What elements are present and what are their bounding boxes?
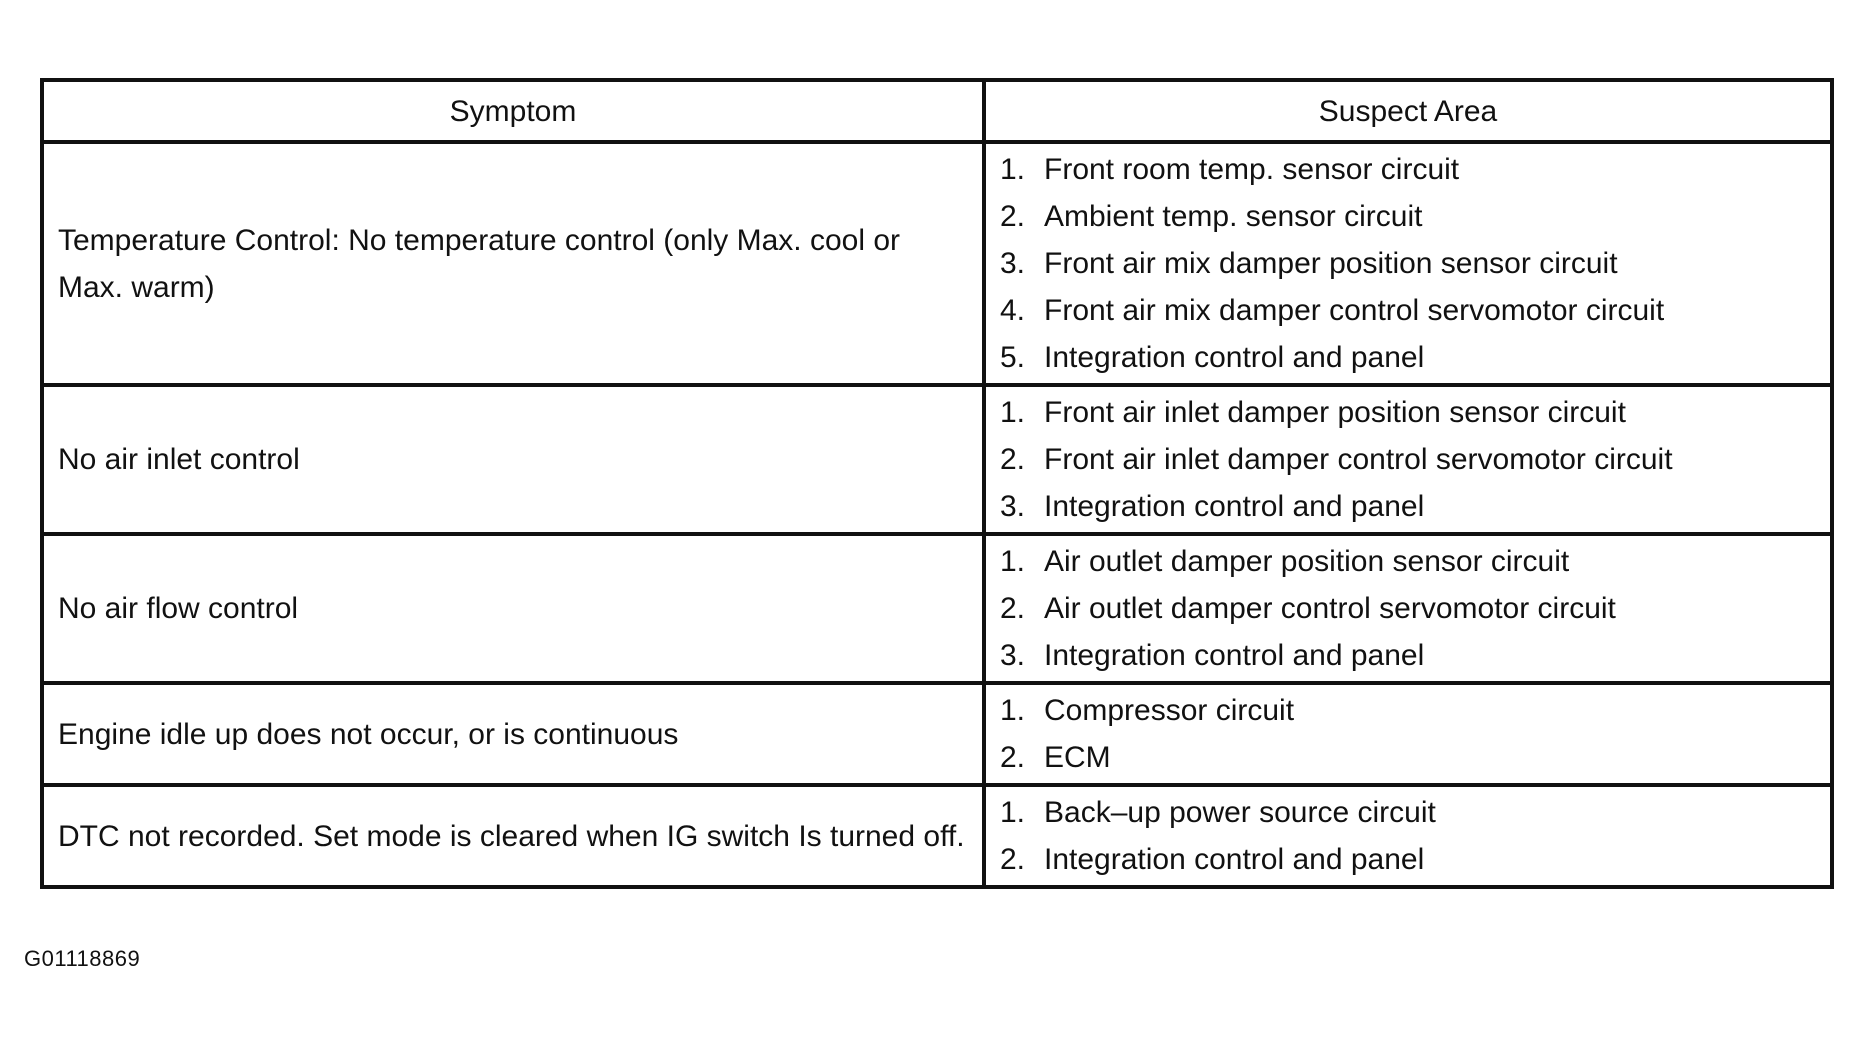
list-item bbox=[1000, 334, 1816, 381]
symptom-cell: Engine idle up does not occur, or is continuous bbox=[42, 683, 984, 785]
item-text: Front air mix damper position sensor circuit bbox=[1044, 247, 1618, 280]
suspect-list bbox=[1000, 389, 1816, 530]
item-text: Ambient temp. sensor circuit bbox=[1044, 200, 1423, 233]
item-number: 5. bbox=[1000, 341, 1026, 374]
suspect-area-cell bbox=[984, 534, 1832, 683]
item-number: 1. bbox=[1000, 545, 1026, 578]
item-number: 2. bbox=[1000, 592, 1026, 625]
list-item bbox=[1000, 436, 1816, 483]
list-item bbox=[1000, 585, 1816, 632]
symptom-cell: No air flow control bbox=[42, 534, 984, 683]
item-text: Integration control and panel bbox=[1044, 639, 1425, 672]
item-number: 1. bbox=[1000, 153, 1026, 186]
header-symptom: Symptom bbox=[42, 80, 984, 142]
symptom-cell: DTC not recorded. Set mode is cleared when IG switch Is turned off. bbox=[42, 785, 984, 887]
item-number: 1. bbox=[1000, 796, 1026, 829]
item-number: 3. bbox=[1000, 639, 1026, 672]
table-header-row bbox=[42, 80, 1832, 142]
item-number: 1. bbox=[1000, 396, 1026, 429]
symptom-cell: Temperature Control: No temperature control (only Max. cool or Max. warm) bbox=[42, 142, 984, 385]
suspect-list bbox=[1000, 538, 1816, 679]
item-number: 4. bbox=[1000, 294, 1026, 327]
item-number: 1. bbox=[1000, 694, 1026, 727]
item-text: Front air inlet damper control servomotor circuit bbox=[1044, 443, 1673, 476]
item-number: 2. bbox=[1000, 741, 1026, 774]
suspect-area-cell bbox=[984, 683, 1832, 785]
table-row bbox=[42, 385, 1832, 534]
list-item bbox=[1000, 240, 1816, 287]
table-row bbox=[42, 785, 1832, 887]
list-item bbox=[1000, 146, 1816, 193]
list-item bbox=[1000, 389, 1816, 436]
list-item bbox=[1000, 836, 1816, 883]
item-text: Front air inlet damper position sensor circuit bbox=[1044, 396, 1626, 429]
item-text: Compressor circuit bbox=[1044, 694, 1295, 727]
list-item bbox=[1000, 789, 1816, 836]
list-item bbox=[1000, 538, 1816, 585]
item-text: Integration control and panel bbox=[1044, 490, 1425, 523]
item-number: 2. bbox=[1000, 443, 1026, 476]
item-number: 2. bbox=[1000, 843, 1026, 876]
suspect-list bbox=[1000, 146, 1816, 381]
suspect-list bbox=[1000, 687, 1816, 781]
figure-code: G01118869 bbox=[24, 946, 141, 971]
list-item bbox=[1000, 632, 1816, 679]
list-item bbox=[1000, 687, 1816, 734]
item-text: Front air mix damper control servomotor circuit bbox=[1044, 294, 1665, 327]
suspect-area-cell bbox=[984, 385, 1832, 534]
item-text: ECM bbox=[1044, 741, 1111, 774]
list-item bbox=[1000, 734, 1816, 781]
list-item bbox=[1000, 193, 1816, 240]
item-text: Integration control and panel bbox=[1044, 843, 1425, 876]
list-item bbox=[1000, 287, 1816, 334]
item-text: Integration control and panel bbox=[1044, 341, 1425, 374]
header-suspect-area: Suspect Area bbox=[984, 80, 1832, 142]
suspect-area-cell bbox=[984, 142, 1832, 385]
table-row bbox=[42, 142, 1832, 385]
table-row bbox=[42, 683, 1832, 785]
symptom-cell: No air inlet control bbox=[42, 385, 984, 534]
item-number: 3. bbox=[1000, 490, 1026, 523]
list-item bbox=[1000, 483, 1816, 530]
item-text: Air outlet damper control servomotor circuit bbox=[1044, 592, 1616, 625]
suspect-area-cell bbox=[984, 785, 1832, 887]
item-text: Back–up power source circuit bbox=[1044, 796, 1436, 829]
suspect-list bbox=[1000, 789, 1816, 883]
item-number: 3. bbox=[1000, 247, 1026, 280]
item-text: Air outlet damper position sensor circuit bbox=[1044, 545, 1570, 578]
item-text: Front room temp. sensor circuit bbox=[1044, 153, 1460, 186]
item-number: 2. bbox=[1000, 200, 1026, 233]
table-row bbox=[42, 534, 1832, 683]
symptom-table bbox=[40, 78, 1834, 889]
